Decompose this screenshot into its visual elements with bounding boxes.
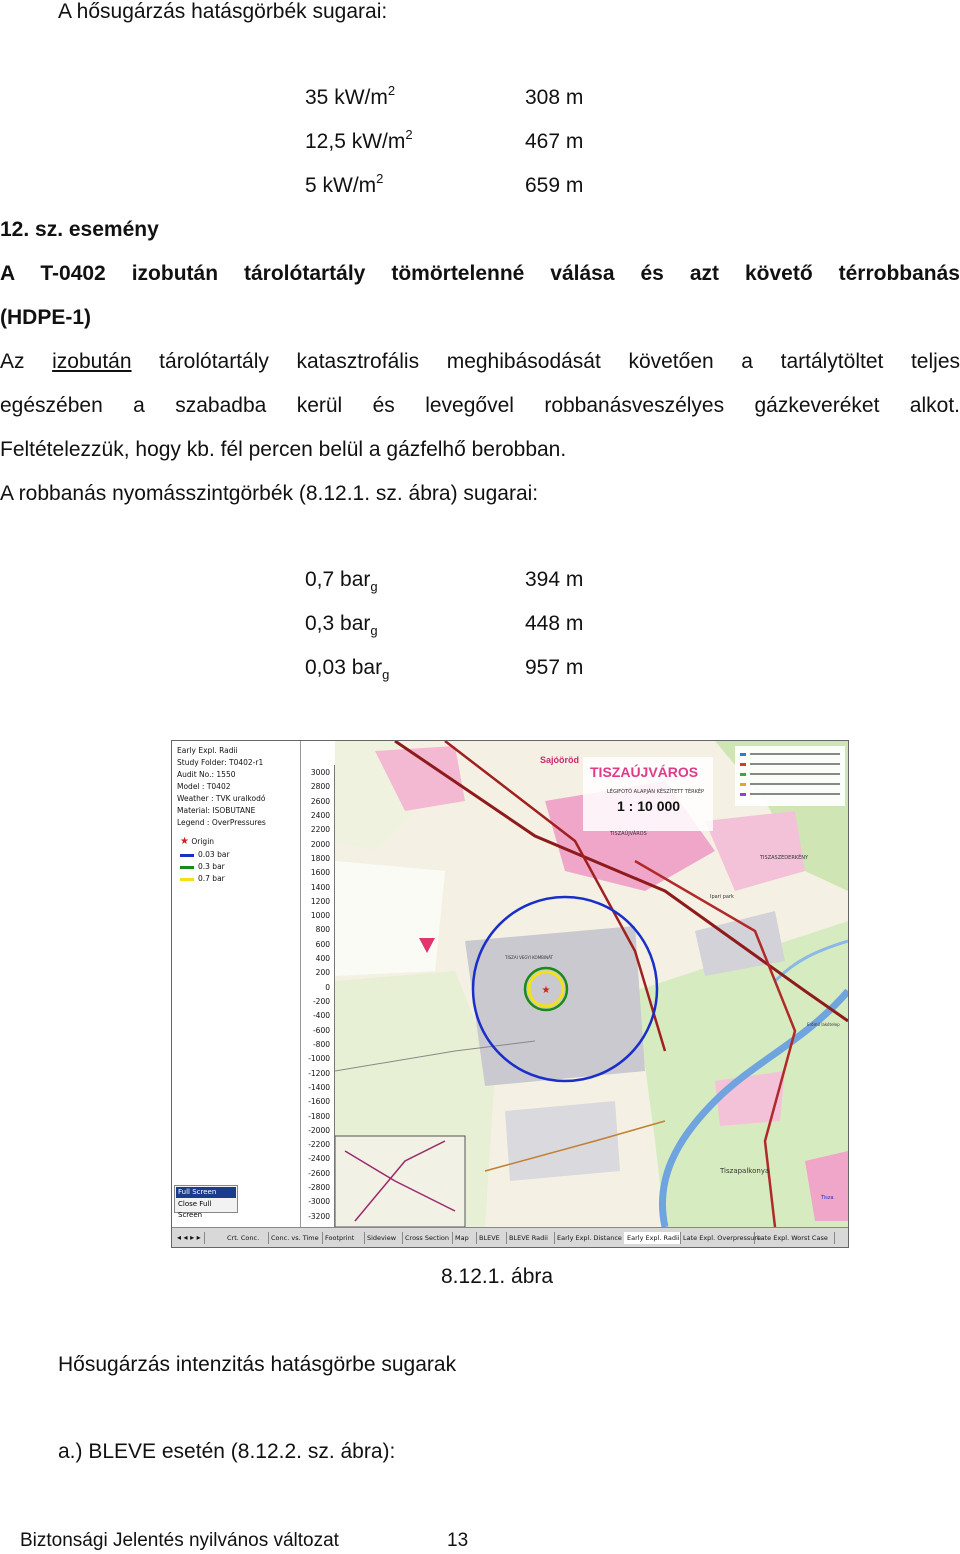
legend-line-icon [180,866,194,869]
distance-scale [306,765,335,1227]
place-label: Tisza [821,1195,834,1201]
map-svg [335,741,848,1227]
scale-tick: 1000 [310,911,330,921]
scale-tick: 2800 [310,782,330,792]
map-scale: 1 : 10 000 [617,798,681,814]
scale-tick: -1400 [308,1082,330,1092]
scale-tick: -2400 [308,1154,330,1164]
scale-tick: 800 [315,925,330,935]
scale-tick: -800 [312,1039,330,1049]
scale-tick: 600 [315,939,330,949]
pressure-distance-2: 448 m [525,612,584,635]
pressure-value-3: 0,03 bar$_g$ [305,656,390,682]
scale-tick: 2600 [310,796,330,806]
scale-tick: 3000 [310,768,330,777]
legend-line-icon [180,854,194,857]
scale-tick: 2000 [310,839,330,849]
industrial-area [465,926,645,1086]
meta-line-7: Legend : OverPressures [177,818,266,827]
legend-origin: ★ Origin [180,836,215,847]
scale-tick: -400 [312,1011,330,1021]
scale-tick: -3200 [308,1211,330,1221]
place-label: TISZAI VEGYI KOMBINÁT [505,955,553,960]
figure-tab[interactable]: Late Expl. Worst Case [754,1232,835,1244]
scale-tick: -3000 [308,1197,330,1207]
heat-value-3: 5 $kW/m^2$ [305,171,384,197]
scale-tick: -2800 [308,1183,330,1193]
heat-value-1: 35 $kW/m^2$ [305,83,396,109]
agricultural-area [335,861,445,976]
meta-line-1: Early Expl. Radii [177,746,238,755]
figure-tab[interactable]: Cross Section [402,1232,453,1244]
map-subtitle: LÉGIFOTÓ ALAPJÁN KÉSZÍTETT TÉRKÉP [607,789,705,795]
event-paragraph-line2: egészében a szabadba kerül és levegővel robbanásveszélyes gázkeveréket alkot. [0,394,960,417]
heat-distance-3: 659 m [525,174,584,197]
place-label: Ipari park [710,894,734,900]
scale-tick: -2000 [308,1125,330,1135]
origin-marker-icon: ★ [541,985,551,996]
meta-line-3: Audit No.: 1550 [177,770,236,779]
explosion-radii-figure [171,740,849,1248]
figure-caption: 8.12.1. ábra [441,1265,554,1288]
place-label: Tiszapalkonya [720,1167,770,1175]
scale-tick: 2400 [310,810,330,820]
scale-tick: -2600 [308,1168,330,1178]
figure-tab[interactable]: Late Expl. Overpressure [680,1232,755,1244]
scale-tick: -1200 [308,1068,330,1078]
pressure-value-1: 0,7 bar$_g$ [305,568,378,594]
residential-area [705,811,805,891]
legend-07: 0.7 bar [180,875,225,883]
figure-tab[interactable]: BLEVE Radii [506,1232,555,1244]
scale-tick: 1600 [310,868,330,878]
scale-tick: 200 [315,968,330,978]
legend-003: 0.03 bar [180,851,230,859]
section-title: Hősugárzás intenzitás hatásgörbe sugarak [58,1353,457,1376]
legend-line-icon [180,878,194,881]
scale-tick: 400 [315,954,330,964]
tab-scroll-arrows-icon[interactable]: ◂ ◂ ▸ ▸ [174,1232,205,1244]
place-label: TISZAÚJVÁROS [610,831,647,837]
event-title-line2: (HDPE-1) [0,306,92,329]
scale-tick: 2200 [310,825,330,835]
heat-distance-1: 308 m [525,86,584,109]
close-full-screen-button[interactable]: Close Full Screen [178,1200,212,1219]
event-paragraph-line4: A robbanás nyomásszintgörbék (8.12.1. sz. ábra) sugarai: [0,482,539,505]
izobutan-link: izobután [52,350,132,373]
event-paragraph-line1: Az izobután tárolótartály katasztrofális meghibásodását követően a tartálytöltet teljes [0,350,960,373]
origin-star-icon: ★ [180,836,189,847]
pressure-value-2: 0,3 bar$_g$ [305,612,378,638]
place-label: TISZASZEDERKÉNY [760,855,809,861]
place-label: Sajóöröd [540,755,580,765]
figure-tab[interactable]: Early Expl. Distance [554,1232,625,1244]
map-view[interactable] [335,741,848,1227]
figure-tab-bar [172,1227,848,1248]
meta-line-4: Model : T0402 [177,782,231,791]
scale-tick: -2200 [308,1140,330,1150]
footer-text: Biztonsági Jelentés nyilvános változat [20,1530,339,1551]
heat-value-2: 12,5 $kW/m^2$ [305,127,413,153]
heat-distance-2: 467 m [525,130,584,153]
event-number: 12. sz. esemény [0,218,159,241]
figure-info-panel [172,741,301,1227]
full-screen-menu [174,1185,238,1219]
event-paragraph-line3: Feltételezzük, hogy kb. fél percen belül a gázfelhő berobban. [0,438,567,461]
figure-tab[interactable]: Map [452,1232,477,1244]
scale-tick: -1000 [308,1054,330,1064]
scale-tick: 1800 [310,853,330,863]
section-item: a.) BLEVE esetén (8.12.2. sz. ábra): [58,1440,396,1463]
inset-map [335,1136,465,1227]
scale-tick: -1600 [308,1097,330,1107]
meta-line-5: Weather : TVK uralkodó [177,794,266,803]
map-title: TISZAÚJVÁROS [590,764,699,780]
figure-tab[interactable]: Conc. vs. Time [268,1232,323,1244]
figure-tab[interactable]: Early Expl. Radii [624,1232,681,1244]
figure-tab[interactable]: Sideview [364,1232,403,1244]
heat-heading: A hősugárzás hatásgörbék sugarai: [58,0,388,23]
figure-tab[interactable]: BLEVE [476,1232,507,1244]
event-title-line1: A T-0402 izobután tárolótartály tömörtelenné válása és azt követő térrobbanás [0,262,960,285]
scale-tick: -600 [312,1025,330,1035]
meta-line-6: Material: ISOBUTANE [177,806,256,815]
page-number: 13 [447,1530,469,1551]
pressure-distance-3: 957 m [525,656,584,679]
legend-03: 0.3 bar [180,863,225,871]
figure-tab[interactable]: Crt. Conc. [224,1232,269,1244]
full-screen-button[interactable]: Full Screen [176,1187,236,1198]
scale-tick: 1200 [310,896,330,906]
scale-tick: -1800 [308,1111,330,1121]
figure-tab[interactable]: Footprint [322,1232,365,1244]
meta-line-2: Study Folder: T0402-r1 [177,758,264,767]
scale-tick: -200 [312,997,330,1006]
industrial-area [505,1101,620,1181]
pressure-distance-1: 394 m [525,568,584,591]
scale-tick: 1400 [310,882,330,892]
place-label: Erőmű lakótelep [807,1022,840,1027]
scale-tick: 0 [325,982,330,992]
